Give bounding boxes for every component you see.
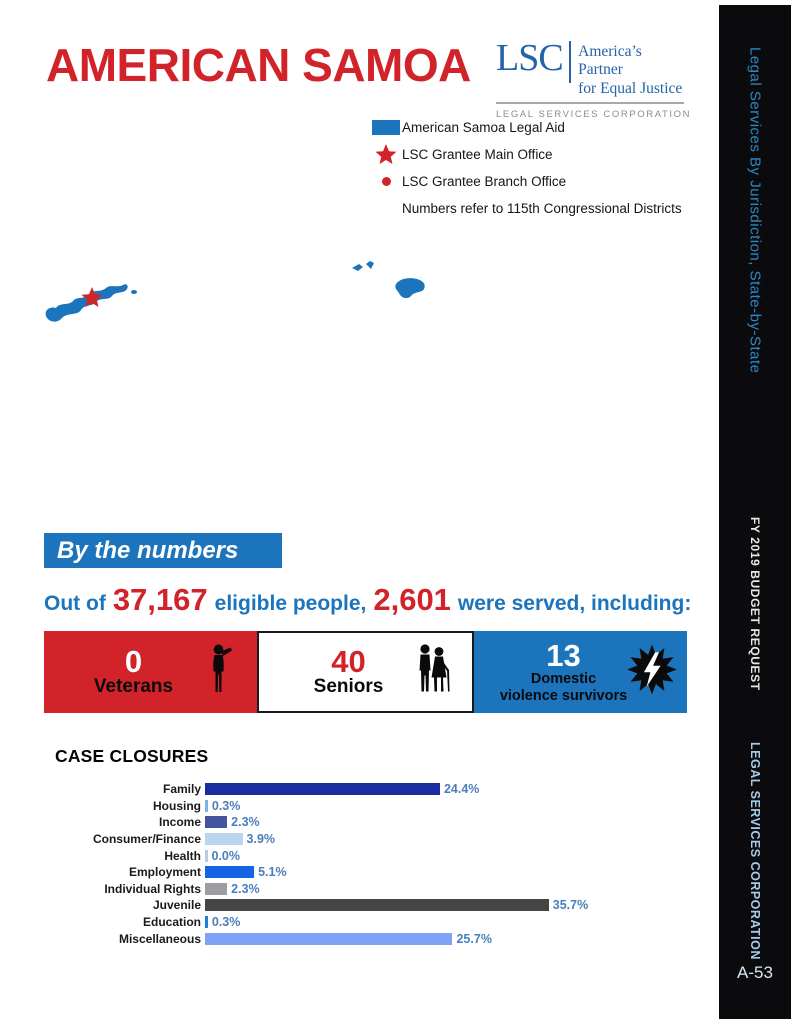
chart-bar bbox=[205, 783, 440, 795]
chart-row bbox=[55, 831, 735, 848]
chart-bar bbox=[205, 800, 208, 812]
by-the-numbers-heading: By the numbers bbox=[44, 533, 282, 568]
chart-bar bbox=[205, 866, 254, 878]
dv-label-line2: violence survivors bbox=[499, 687, 628, 704]
edge-sidebar bbox=[719, 5, 791, 1019]
chart-value-label: 3.9% bbox=[246, 832, 276, 847]
lsc-logo-divider bbox=[569, 41, 571, 83]
chart-row bbox=[55, 814, 735, 831]
chart-row bbox=[55, 847, 735, 864]
lsc-tagline-line1: America’s Partner bbox=[578, 43, 642, 79]
stat-box-seniors bbox=[257, 631, 474, 713]
chart-value-label: 0.0% bbox=[211, 848, 240, 863]
case-closures-chart bbox=[55, 781, 735, 947]
sidebar-jurisdiction-label: Legal Services By Jurisdiction, State-by-State bbox=[746, 47, 764, 374]
senior-couple-icon bbox=[416, 643, 454, 702]
seniors-label: Seniors bbox=[313, 676, 384, 698]
chart-value-label: 2.3% bbox=[231, 815, 260, 830]
case-closures-heading: CASE CLOSURES bbox=[55, 746, 209, 766]
chart-category-label: Income bbox=[158, 815, 201, 830]
chart-value-label: 24.4% bbox=[443, 782, 480, 797]
chart-category-label: Individual Rights bbox=[104, 881, 201, 896]
legend-item-districts-note: Numbers refer to 115th Congressional Districts bbox=[402, 201, 682, 216]
stat-boxes bbox=[44, 631, 687, 713]
sentence-suffix: were served, including: bbox=[457, 592, 692, 615]
chart-row bbox=[55, 897, 735, 914]
chart-value-label: 0.3% bbox=[211, 915, 241, 930]
dv-count: 13 bbox=[546, 637, 581, 673]
dv-label-line1: Domestic bbox=[530, 671, 597, 688]
stat-box-domestic-violence bbox=[474, 631, 687, 713]
sidebar-budget-label: FY 2019 BUDGET REQUEST bbox=[748, 517, 762, 691]
chart-value-label: 35.7% bbox=[552, 898, 589, 913]
chart-value-label: 25.7% bbox=[456, 931, 492, 946]
american-samoa-map bbox=[40, 252, 440, 349]
sentence-prefix: Out of bbox=[44, 592, 106, 615]
lsc-logo-tagline bbox=[578, 40, 688, 98]
seniors-count: 40 bbox=[331, 643, 366, 679]
service-area-swatch-icon bbox=[370, 120, 402, 135]
chart-row bbox=[55, 930, 735, 947]
chart-bar bbox=[205, 883, 227, 895]
legend-item-main-office: LSC Grantee Main Office bbox=[370, 141, 682, 168]
chart-row bbox=[55, 798, 735, 815]
chart-row bbox=[55, 781, 735, 798]
lsc-logo-acronym: LSC bbox=[496, 37, 563, 79]
branch-office-dot-icon bbox=[370, 177, 402, 186]
chart-value-label: 0.3% bbox=[211, 798, 241, 813]
chart-bar bbox=[205, 816, 227, 828]
lsc-tagline-line2: for Equal Justice bbox=[578, 79, 683, 97]
chart-value-label: 2.3% bbox=[231, 881, 260, 896]
island-ofu bbox=[352, 264, 363, 271]
lsc-logo-org-name: LEGAL SERVICES CORPORATION bbox=[496, 108, 692, 120]
lsc-logo bbox=[496, 37, 692, 120]
chart-row bbox=[55, 881, 735, 898]
eligible-count: 37,167 bbox=[112, 582, 208, 617]
page-number: A-53 bbox=[737, 963, 773, 982]
chart-category-label: Health bbox=[164, 848, 201, 863]
lsc-logo-top bbox=[496, 37, 688, 98]
sentence-middle: eligible people, bbox=[214, 592, 367, 615]
chart-bar bbox=[205, 916, 208, 928]
chart-bar bbox=[205, 933, 452, 945]
main-office-star-icon bbox=[370, 143, 402, 166]
stat-box-veterans bbox=[44, 631, 257, 713]
chart-bar bbox=[205, 833, 243, 845]
island-aunuu bbox=[131, 290, 137, 294]
veteran-saluting-icon bbox=[207, 644, 233, 701]
lsc-logo-rule bbox=[496, 102, 684, 104]
chart-category-label: Education bbox=[142, 915, 201, 930]
map-legend bbox=[370, 114, 682, 222]
veterans-count: 0 bbox=[124, 643, 143, 679]
chart-value-label: 5.1% bbox=[258, 865, 287, 880]
chart-category-label: Family bbox=[162, 782, 201, 797]
chart-category-label: Juvenile bbox=[152, 898, 201, 913]
chart-category-label: Consumer/Finance bbox=[92, 832, 201, 847]
chart-category-label: Housing bbox=[153, 798, 201, 813]
chart-bar bbox=[205, 899, 549, 911]
chart-row bbox=[55, 864, 735, 881]
chart-category-label: Employment bbox=[128, 865, 201, 880]
veterans-label: Veterans bbox=[93, 676, 174, 698]
burst-lightning-icon bbox=[625, 643, 679, 702]
served-count: 2,601 bbox=[373, 582, 451, 617]
sidebar-org-label: LEGAL SERVICES CORPORATION bbox=[748, 742, 762, 960]
chart-row bbox=[55, 914, 735, 931]
legend-item-branch-office: LSC Grantee Branch Office bbox=[370, 168, 682, 195]
chart-category-label: Miscellaneous bbox=[118, 931, 201, 946]
served-sentence bbox=[44, 582, 691, 618]
chart-bar bbox=[205, 850, 208, 862]
legend-item-service-area: American Samoa Legal Aid bbox=[370, 114, 682, 141]
page-title: AMERICAN SAMOA bbox=[46, 39, 471, 91]
island-tau bbox=[395, 278, 424, 298]
island-olosega bbox=[366, 261, 374, 269]
